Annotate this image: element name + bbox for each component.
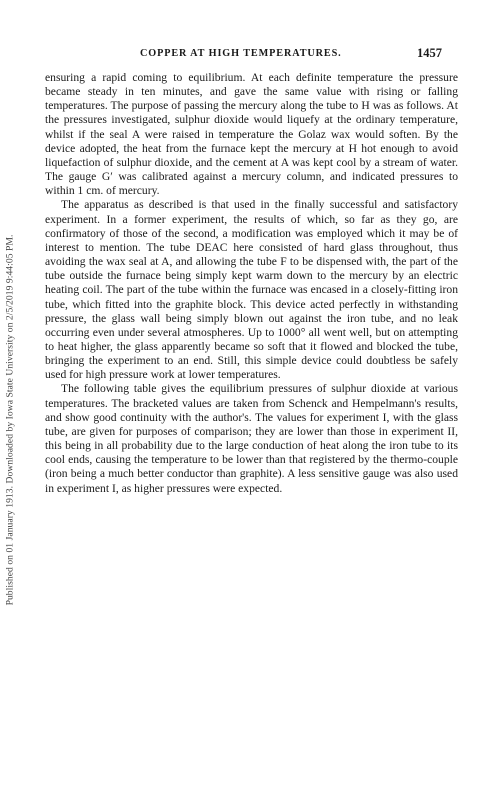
paragraph-continued: ensuring a rapid coming to equilibrium. At each definite temperature the pressure became steady in ten minutes, and gave the same value with rising or falling temperatures. The purpose of passing the mercury along the tube to H was as follows. At the pressures investigated, sulphur dioxide would liquefy at the ordinary temperature, whilst if the seal A were raised in temperature the Golaz wax would soften. By the device adopted, the heat from the furnace kept the mercury at H hot enough to avoid liquefaction of sulphur dioxide, and the cement at A was kept cool by a stream of water. The gauge G′ was calibrated against a mercury column, and indicated pressures to within 1 cm. of mercury. bbox=[45, 71, 458, 198]
running-title: COPPER AT HIGH TEMPERATURES. bbox=[140, 48, 342, 59]
paragraph-apparatus: The apparatus as described is that used in the finally successful and satisfactory experiment. In a former experiment, the results of which, so far as they go, are confirmatory of those of the second, a modification was employed which it may be of interest to mention. The tube DEAC here consisted of hard glass throughout, thus avoiding the wax seal at A, and allowing the tube F to be dispensed with, the part of the tube outside the furnace being simply kept warm down to the mercury by an electric heating coil. The part of the tube within the furnace was encased in a closely-fitting iron tube, which fitted into the graphite block. This device acted perfectly in withstanding pressure, the glass wall being simply blown out against the iron tube, and no leak occurring even under several atmospheres. Up to 1000° all went well, but on attempting to heat higher, the glass apparently became so soft that it flowed and blocked the tube, bringing the experiment to an end. Still, this simple device could doubtless be safely used for high pressure work at lower temperatures. bbox=[45, 198, 458, 382]
download-watermark-text: Published on 01 January 1913. Downloaded by Iowa State University on 2/5/2019 9:44:05 PM. bbox=[4, 234, 16, 606]
running-head bbox=[0, 48, 483, 64]
article-body bbox=[45, 71, 458, 496]
paragraph-table-intro: The following table gives the equilibrium pressures of sulphur dioxide at various temperatures. The bracketed values are taken from Schenck and Hempelmann's results, and show good continuity with the author's. The values for experiment I, with the glass tube, are given for purposes of comparison; they are lower than those in experiment II, this being in all probability due to the large conduction of heat along the iron tube to its cool ends, causing the temperature to be lower than that registered by the thermo-couple (iron being a much better conductor than graphite). A less sensitive gauge was also used in experiment I, as higher pressures were expected. bbox=[45, 382, 458, 495]
page-number: 1457 bbox=[417, 46, 442, 60]
